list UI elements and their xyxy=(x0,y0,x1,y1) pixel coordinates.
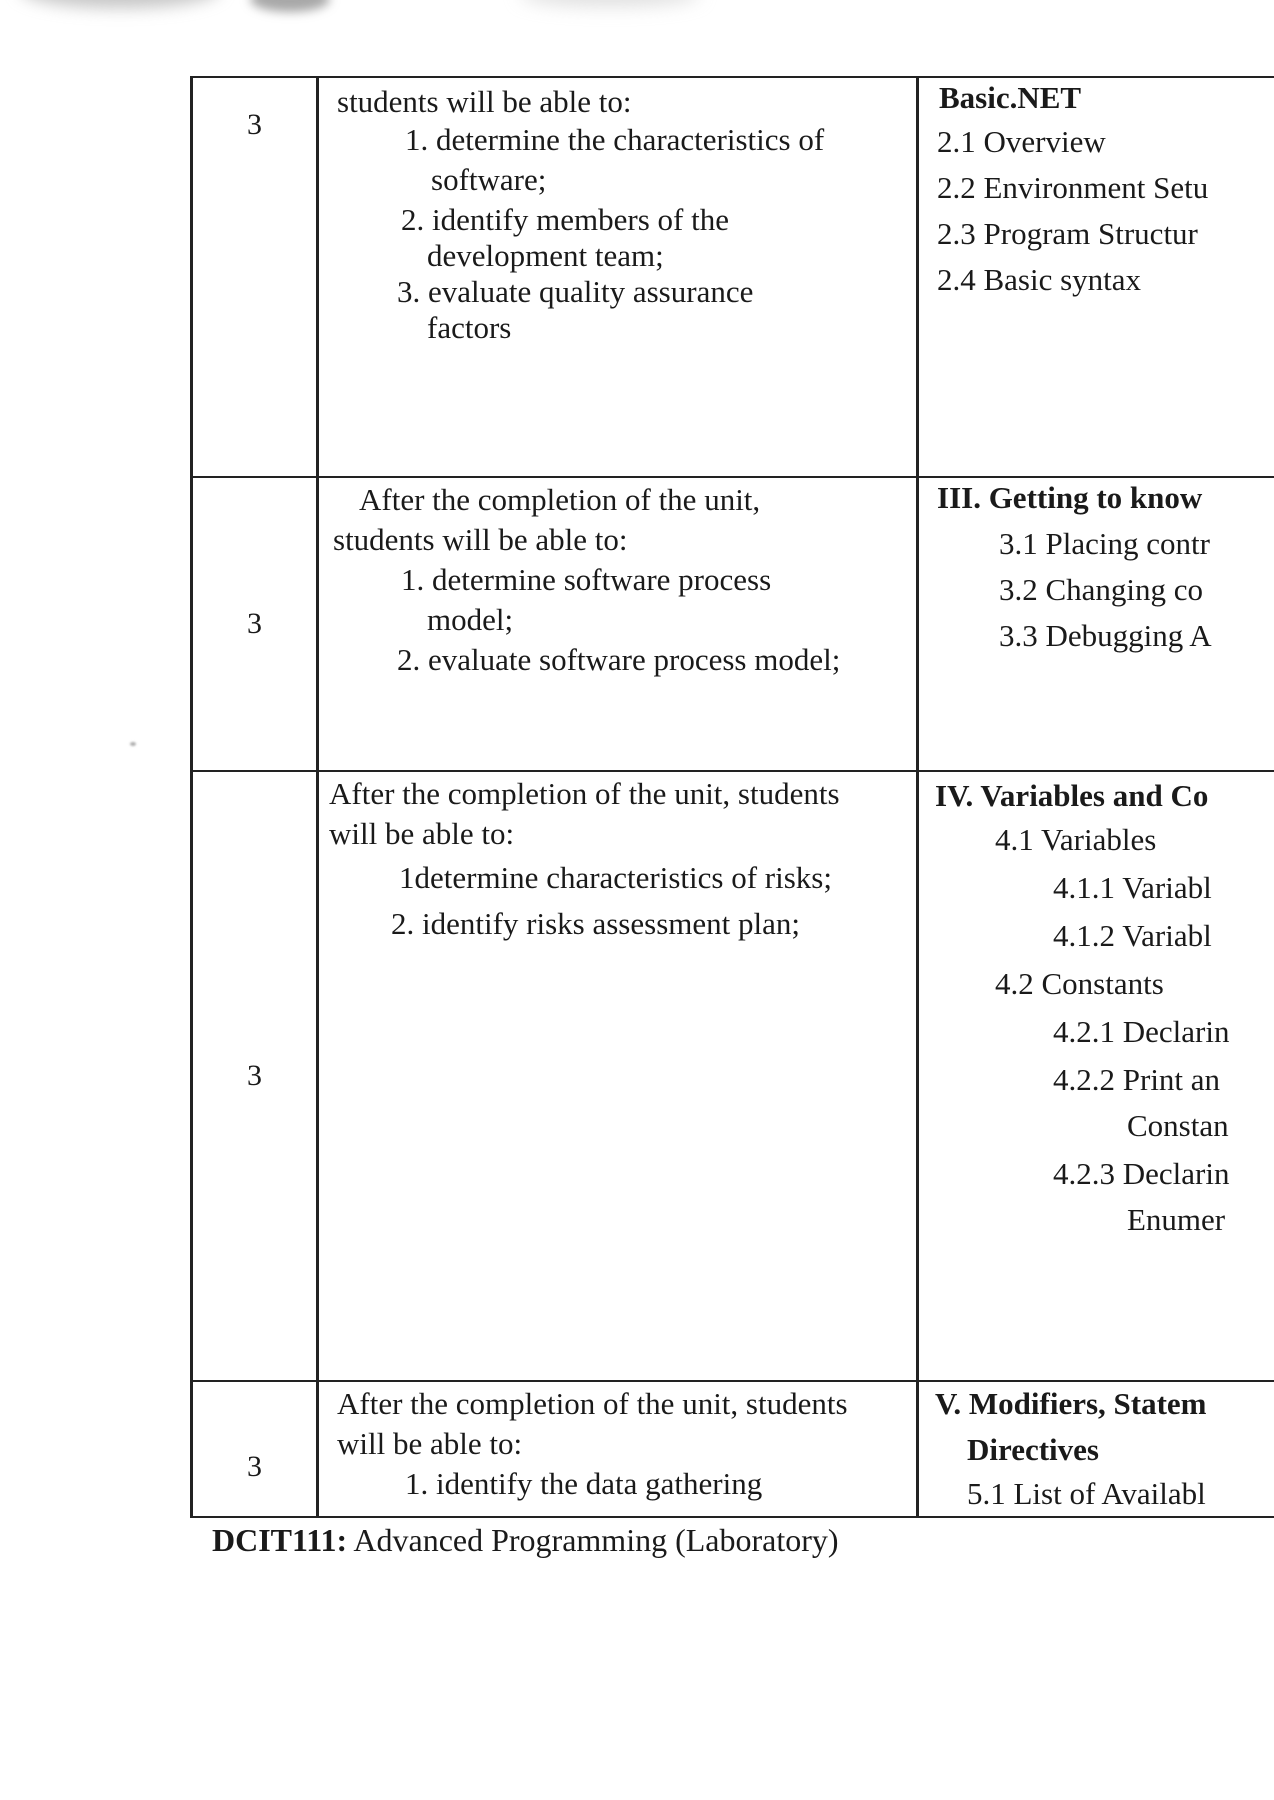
outcome-line: After the completion of the unit, students xyxy=(337,1386,848,1421)
topic-heading: III. Getting to know xyxy=(937,480,1203,515)
outcome-line: After the completion of the unit, xyxy=(359,482,761,517)
topic-heading: V. Modifiers, Statem xyxy=(935,1386,1207,1421)
topic-heading: Basic.NET xyxy=(939,80,1082,115)
topic-item: 4.1.2 Variabl xyxy=(1053,918,1212,953)
outcomes-cell xyxy=(316,476,916,770)
topic-heading: IV. Variables and Co xyxy=(935,778,1209,813)
outcome-line: 2. evaluate software process model; xyxy=(397,642,841,677)
topic-heading-continued: Directives xyxy=(967,1432,1099,1467)
topic-item: 4.2.1 Declarin xyxy=(1053,1014,1230,1049)
topic-item: 4.2.3 Declarin xyxy=(1053,1156,1230,1191)
topic-item: 2.2 Environment Setu xyxy=(937,170,1209,205)
outcome-line: software; xyxy=(431,162,547,197)
scan-smudge xyxy=(20,0,220,8)
outcome-line: model; xyxy=(427,602,514,637)
topic-item: 2.4 Basic syntax xyxy=(937,262,1142,297)
topics-cell xyxy=(916,476,1274,770)
credit-cell xyxy=(190,476,316,770)
topic-item: Enumer xyxy=(1127,1202,1226,1237)
course-code: DCIT111: xyxy=(212,1522,348,1558)
topic-item: 3.3 Debugging A xyxy=(999,618,1212,653)
table-row xyxy=(190,770,1274,1380)
outcome-line: 2. identify members of the xyxy=(401,202,729,237)
credit-value: 3 xyxy=(247,108,262,141)
credit-value: 3 xyxy=(247,1059,262,1092)
credit-cell xyxy=(190,76,316,476)
scan-smudge xyxy=(520,0,700,6)
outcome-line: 2. identify risks assessment plan; xyxy=(391,906,800,941)
topic-item: 3.1 Placing contr xyxy=(999,526,1210,561)
outcome-line: will be able to: xyxy=(337,1426,523,1461)
credit-value: 3 xyxy=(247,607,262,640)
table-row xyxy=(190,1380,1274,1518)
scan-smudge xyxy=(250,0,330,12)
credit-value: 3 xyxy=(247,1450,262,1483)
outcomes-cell xyxy=(316,1380,916,1518)
topic-item: 4.2.2 Print an xyxy=(1053,1062,1221,1097)
topic-item: Constan xyxy=(1127,1108,1229,1143)
topics-cell xyxy=(916,76,1274,476)
outcome-line: factors xyxy=(427,310,512,345)
outcome-line: students will be able to: xyxy=(337,84,632,119)
outcomes-cell xyxy=(316,76,916,476)
outcome-line: students will be able to: xyxy=(333,522,628,557)
topic-item: 4.2 Constants xyxy=(995,966,1164,1001)
topic-item: 3.2 Changing co xyxy=(999,572,1204,607)
credit-cell xyxy=(190,1380,316,1518)
outcome-line: 1. determine the characteristics of xyxy=(405,122,825,157)
outcome-line: 1determine characteristics of risks; xyxy=(399,860,832,895)
topic-item: 2.3 Program Structur xyxy=(937,216,1198,251)
outcome-line: 1. determine software process xyxy=(401,562,772,597)
topic-item: 2.1 Overview xyxy=(937,124,1106,159)
outcome-line: 3. evaluate quality assurance xyxy=(397,274,754,309)
table-row xyxy=(190,76,1274,476)
credit-cell xyxy=(190,770,316,1380)
outcome-line: After the completion of the unit, students xyxy=(329,776,840,811)
topic-item: 4.1.1 Variabl xyxy=(1053,870,1212,905)
page-footer xyxy=(212,1522,839,1559)
topics-cell xyxy=(916,1380,1274,1518)
outcome-line: development team; xyxy=(427,238,664,273)
table-row xyxy=(190,476,1274,770)
scan-speck xyxy=(130,742,136,746)
topic-item: 5.1 List of Availabl xyxy=(967,1476,1206,1511)
outcome-line: will be able to: xyxy=(329,816,515,851)
outcome-line: 1. identify the data gathering xyxy=(405,1466,763,1501)
syllabus-table xyxy=(190,76,1274,1518)
topics-cell xyxy=(916,770,1274,1380)
outcomes-cell xyxy=(316,770,916,1380)
topic-item: 4.1 Variables xyxy=(995,822,1157,857)
course-title: Advanced Programming (Laboratory) xyxy=(353,1522,839,1558)
